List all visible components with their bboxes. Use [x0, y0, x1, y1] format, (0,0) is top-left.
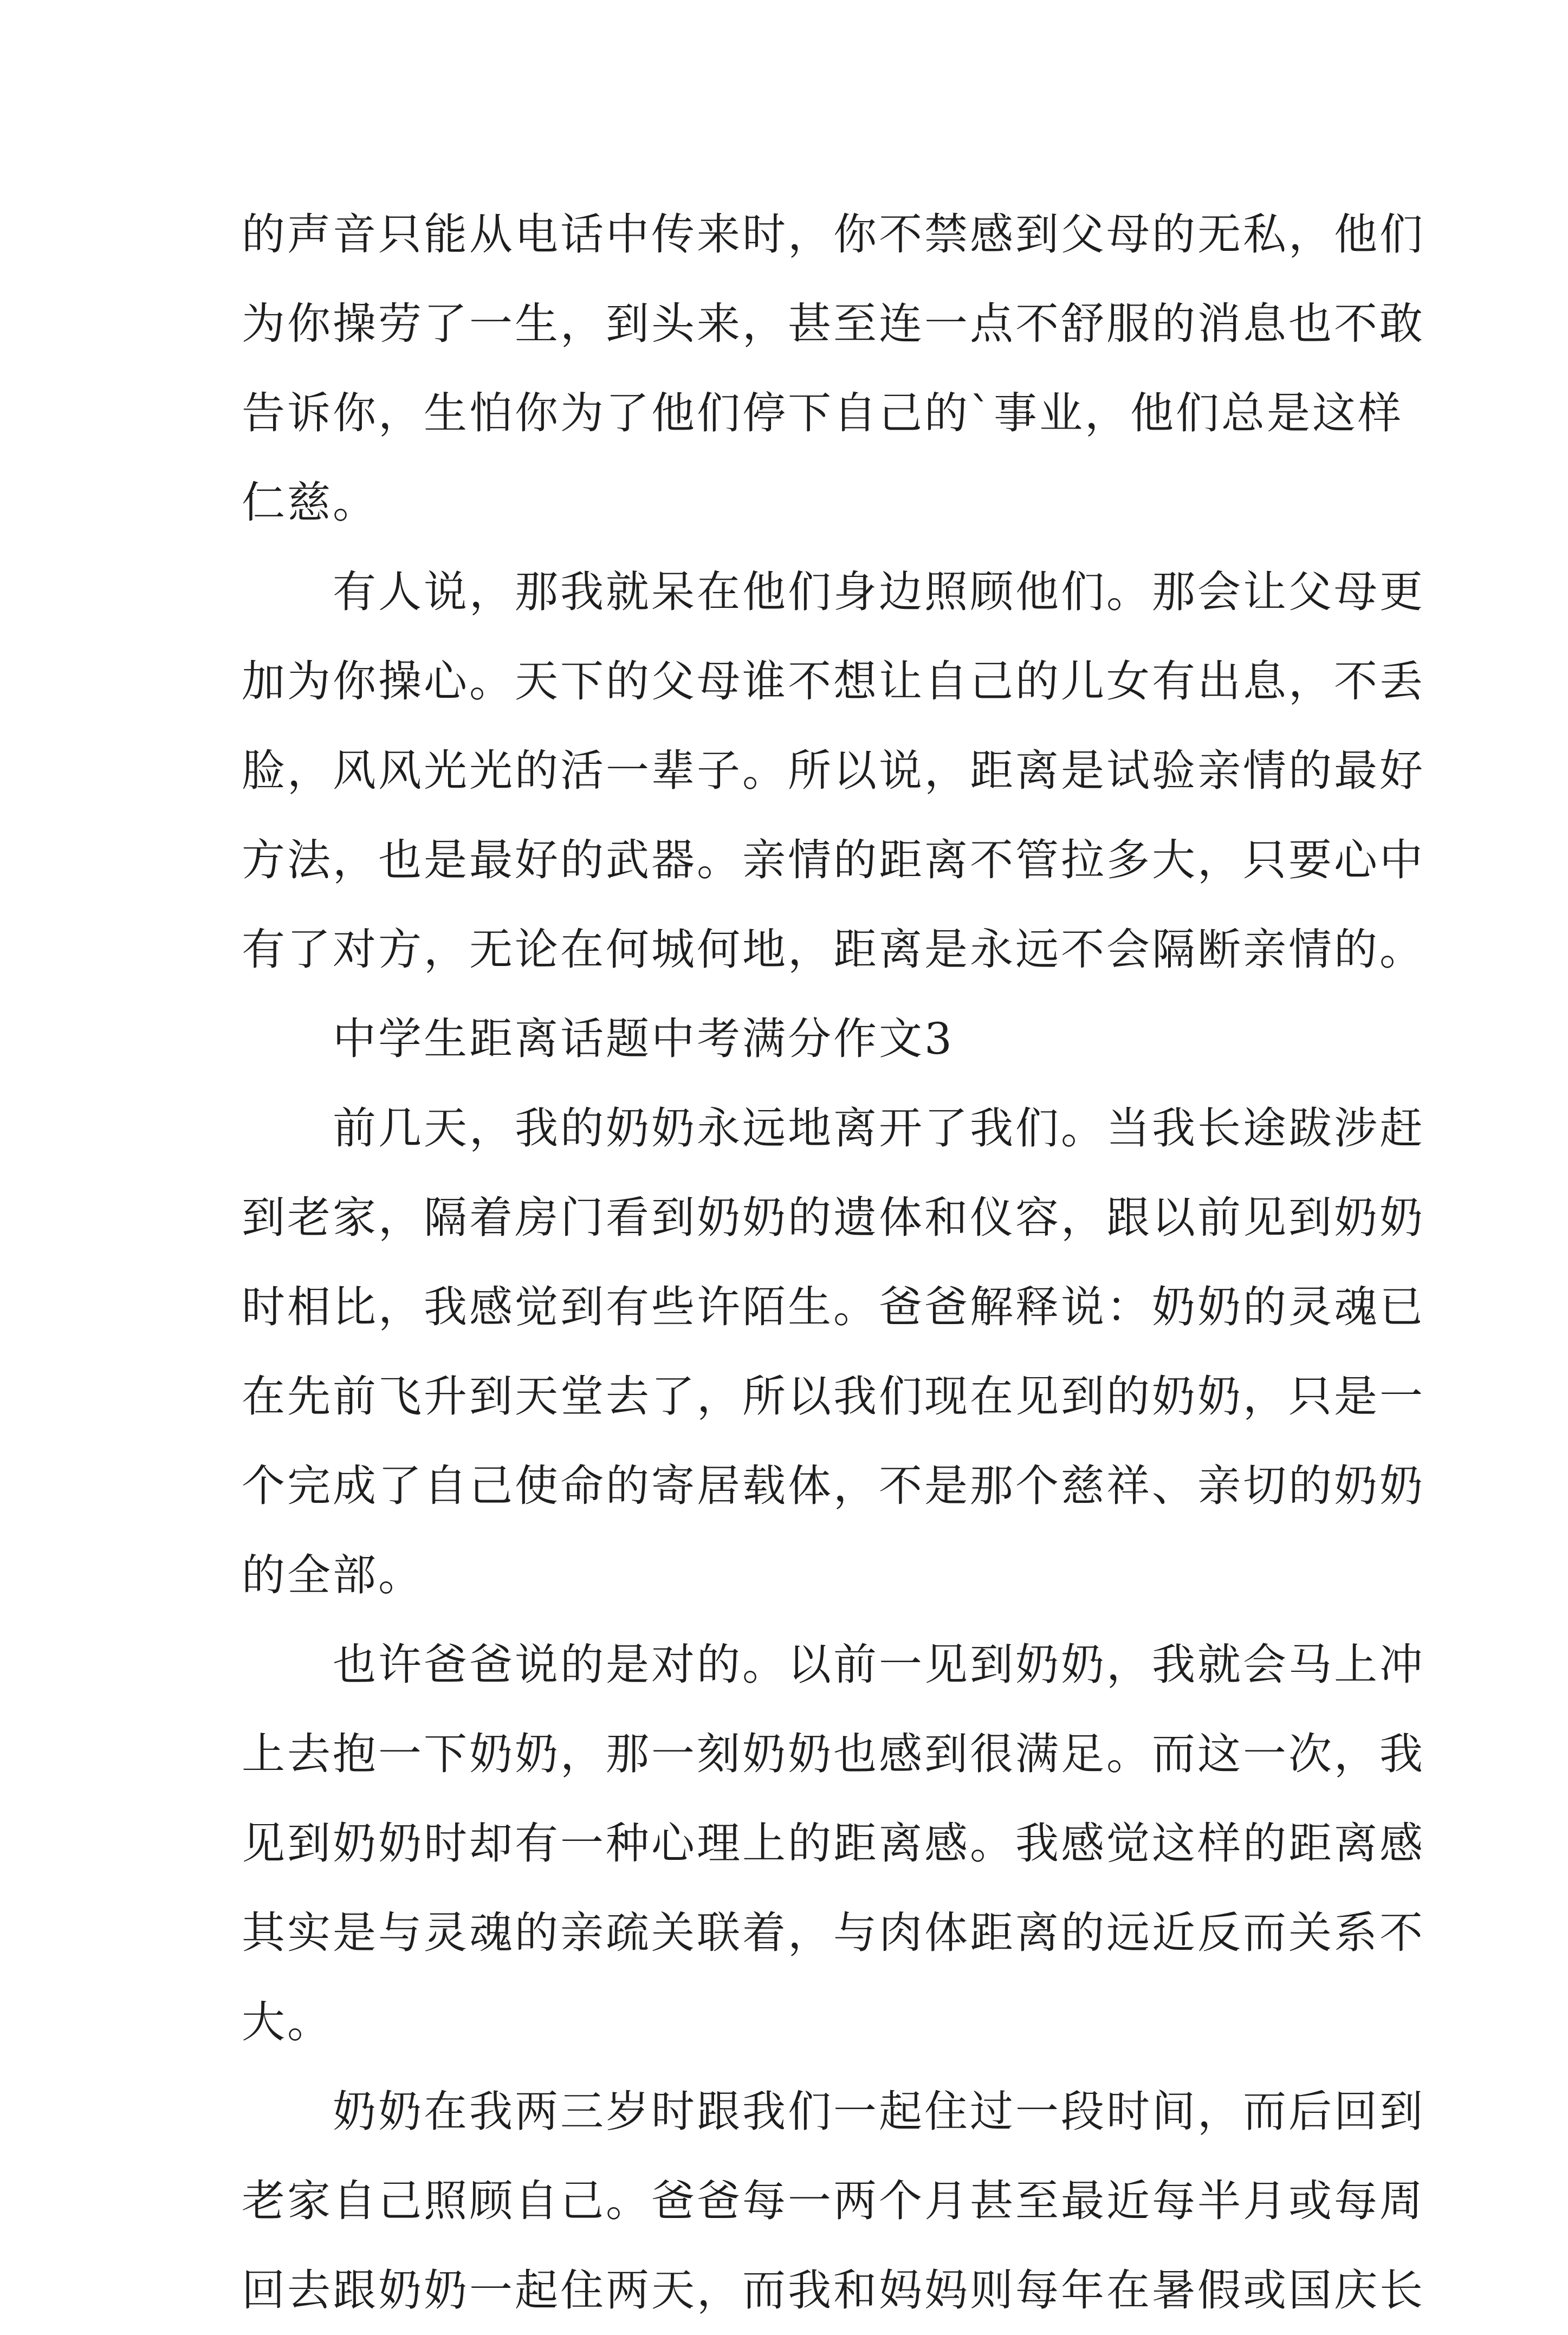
text-line: 有了对方，无论在何城何地，距离是永远不会隔断亲情的。	[242, 924, 1425, 975]
text-line: 奶奶在我两三岁时跟我们一起住过一段时间，而后回到	[242, 2086, 1425, 2137]
text-line: 为你操劳了一生，到头来，甚至连一点不舒服的消息也不敢	[242, 299, 1425, 349]
text-line: 的全部。	[242, 1550, 424, 1600]
text-line: 有人说，那我就呆在他们身边照顾他们。那会让父母更	[242, 567, 1425, 617]
text-line: 到老家，隔着房门看到奶奶的遗体和仪容，跟以前见到奶奶	[242, 1192, 1425, 1243]
text-line: 加为你操心。天下的父母谁不想让自己的儿女有出息，不丢	[242, 656, 1425, 706]
text-line: 也许爸爸说的是对的。以前一见到奶奶，我就会马上冲	[242, 1639, 1425, 1690]
text-line: 回去跟奶奶一起住两天，而我和妈妈则每年在暑假或国庆长	[242, 2265, 1425, 2315]
document-body	[242, 190, 1425, 2335]
text-line: 其实是与灵魂的亲疏关联着，与肉体距离的远近反而关系不	[242, 1908, 1425, 1958]
text-line: 告诉你，生怕你为了他们停下自己的`事业，他们总是这样	[242, 388, 1403, 438]
text-line: 大。	[242, 1997, 333, 2047]
section-heading: 中学生距离话题中考满分作文3	[242, 1014, 954, 1064]
text-line: 仁慈。	[242, 477, 378, 528]
text-line: 上去抱一下奶奶，那一刻奶奶也感到很满足。而这一次，我	[242, 1729, 1425, 1779]
text-line: 老家自己照顾自己。爸爸每一两个月甚至最近每半月或每周	[242, 2176, 1425, 2226]
text-line: 脸，风风光光的活一辈子。所以说，距离是试验亲情的最好	[242, 745, 1425, 796]
text-line: 在先前飞升到天堂去了，所以我们现在见到的奶奶，只是一	[242, 1371, 1425, 1422]
text-line: 方法，也是最好的武器。亲情的距离不管拉多大，只要心中	[242, 835, 1425, 885]
text-line: 的声音只能从电话中传来时，你不禁感到父母的无私，他们	[242, 209, 1425, 260]
text-line: 时相比，我感觉到有些许陌生。爸爸解释说：奶奶的灵魂已	[242, 1282, 1425, 1332]
text-line: 个完成了自己使命的寄居载体，不是那个慈祥、亲切的奶奶	[242, 1461, 1425, 1511]
text-line: 前几天，我的奶奶永远地离开了我们。当我长途跋涉赶	[242, 1103, 1425, 1153]
text-line: 见到奶奶时却有一种心理上的距离感。我感觉这样的距离感	[242, 1818, 1425, 1869]
